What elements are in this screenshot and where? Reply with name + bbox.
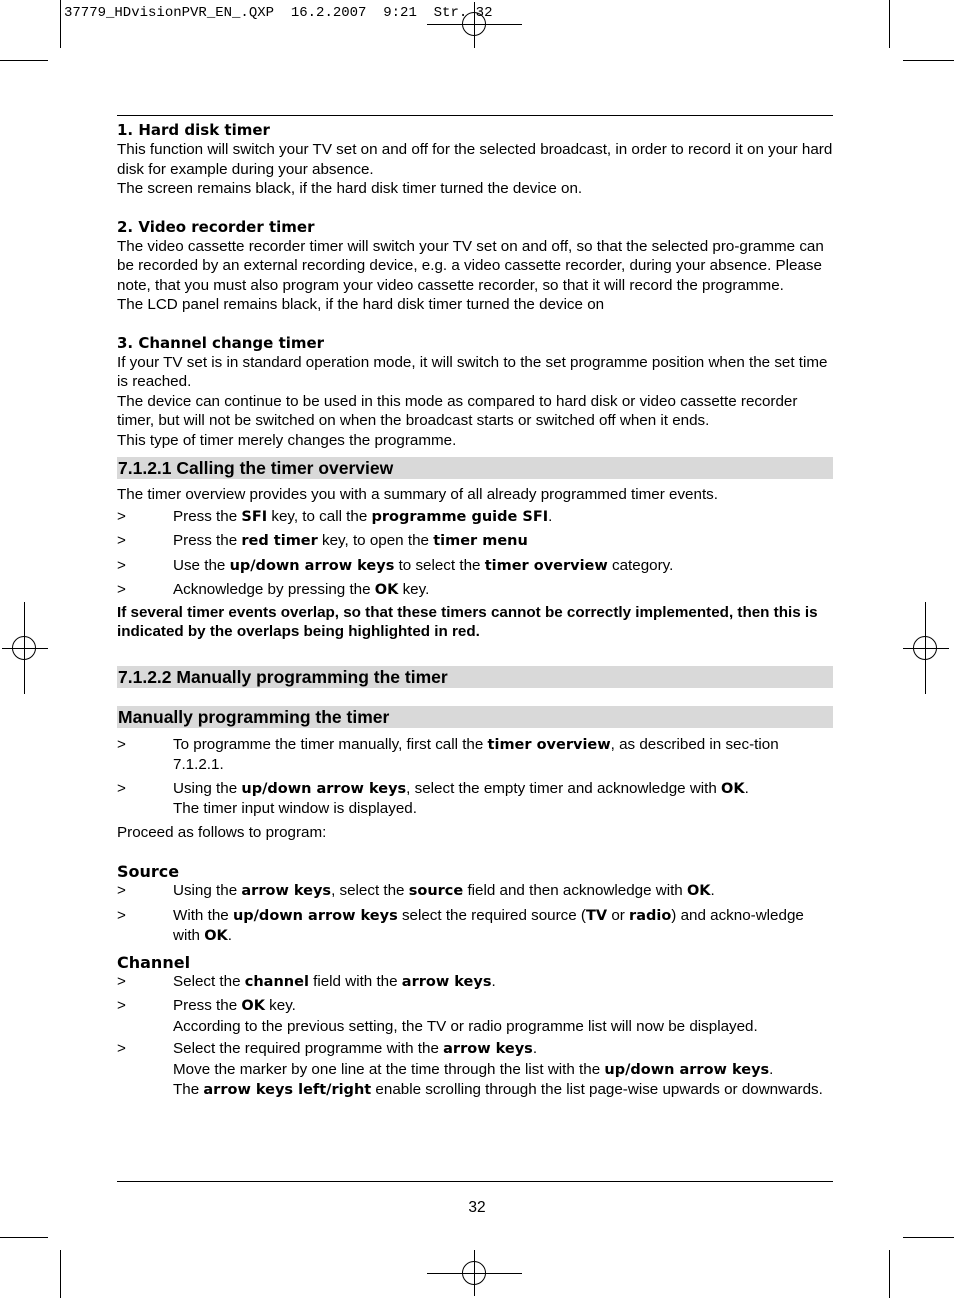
list-item: > Select the required programme with the arrow keys. Move the marker by one line at the time through the list with the up/down arrow keys. The arrow keys left/right enable scrolling through the list page-wise upwards or downwards.: [117, 1040, 823, 1098]
bullet: >: [117, 882, 126, 899]
paragraph: This function will switch your TV set on and off for the selected broadcast, in order to record it on your hard disk for example during your absence.: [117, 141, 833, 178]
paragraph: The LCD panel remains black, if the hard disk timer turned the device on: [117, 296, 605, 313]
section-heading: 1. Hard disk timer: [117, 121, 270, 139]
crop-mark: [0, 1237, 48, 1238]
subheading-channel: Channel: [117, 952, 191, 972]
paragraph: The video cassette recorder timer will switch your TV set on and off, so that the selected pro-gramme can be recorded by an external recording device, e.g. a video cassette recorder, during your absence. Please note, that you must also program your video cassette recorder, so that it will record the programme.: [117, 237, 824, 294]
bullet: >: [117, 779, 126, 797]
subheading-source: Source: [117, 862, 180, 881]
crop-mark: [60, 1250, 61, 1298]
registration-mark-circle: [462, 1261, 486, 1285]
section-video-recorder-timer: [117, 218, 833, 315]
paragraph: The screen remains black, if the hard disk timer turned the device on.: [117, 180, 583, 197]
print-slug: 37779_HDvisionPVR_EN_.QXP 16.2.2007 9:21 Str. 32: [64, 5, 493, 21]
bullet: >: [117, 581, 126, 598]
bullet: >: [117, 556, 126, 574]
bullet: >: [117, 972, 126, 990]
list-item: > Using the arrow keys, select the source field and then acknowledge with OK.: [117, 882, 715, 899]
section-hard-disk-timer: [117, 121, 833, 199]
list-item: > Press the red timer key, to open the timer menu: [117, 532, 528, 549]
list-item: > Select the channel field with the arrow keys.: [117, 972, 496, 990]
crop-mark: [889, 1250, 890, 1298]
crop-mark: [889, 0, 890, 48]
footer-rule: [117, 1181, 833, 1182]
bullet: >: [117, 735, 126, 753]
list-item: > To programme the timer manually, first call the timer overview, as described in sec-tion 7.1.2.1.: [117, 735, 779, 773]
paragraph: If your TV set is in standard operation mode, it will switch to the set programme position when the set time is reached.: [117, 353, 828, 390]
crop-mark: [60, 0, 61, 48]
list-item: > Using the up/down arrow keys, select the empty timer and acknowledge with OK. The timer input window is displayed.: [117, 779, 749, 817]
heading-manual-programming: Manually programming the timer: [117, 706, 833, 728]
crop-mark: [903, 60, 954, 61]
list-item: > Use the up/down arrow keys to select the timer overview category.: [117, 556, 674, 574]
bullet: >: [117, 507, 126, 525]
list-item: > Press the OK key. According to the previous setting, the TV or radio programme list will now be displayed.: [117, 997, 758, 1035]
bullet: >: [117, 1040, 126, 1057]
heading-7-1-2-1: 7.1.2.1 Calling the timer overview: [117, 457, 833, 479]
bullet: >: [117, 532, 126, 549]
section-heading: 3. Channel change timer: [117, 333, 325, 352]
list-item: > Press the SFI key, to call the programme guide SFI.: [117, 507, 553, 525]
heading-7-1-2-2: 7.1.2.2 Manually programming the timer: [117, 666, 833, 688]
page-number: 32: [468, 1199, 486, 1216]
bullet: >: [117, 906, 126, 924]
section-heading: 2. Video recorder timer: [117, 217, 315, 236]
registration-mark-circle: [12, 636, 36, 660]
paragraph: Proceed as follows to program:: [117, 823, 327, 841]
warning-note: If several timer events overlap, so that these timers cannot be correctly implemented, then this is indicated by the overlaps being highlighted in red.: [117, 603, 818, 640]
registration-mark-circle: [913, 636, 937, 660]
page-content: [117, 115, 833, 1101]
crop-mark: [903, 1237, 954, 1238]
list-item: > Acknowledge by pressing the OK key.: [117, 581, 430, 598]
section-channel-change-timer: [117, 334, 833, 451]
bullet: >: [117, 997, 126, 1014]
paragraph: The timer overview provides you with a summary of all already programmed timer events.: [117, 486, 718, 503]
list-item: > With the up/down arrow keys select the required source (TV or radio) and ackno-wledge with OK.: [117, 906, 804, 944]
paragraph: The device can continue to be used in this mode as compared to hard disk or video cassette recorder timer, but will not be switched on when the broadcast starts or switched off when it ends.: [117, 392, 798, 429]
crop-mark: [0, 60, 48, 61]
paragraph: This type of timer merely changes the programme.: [117, 431, 457, 449]
